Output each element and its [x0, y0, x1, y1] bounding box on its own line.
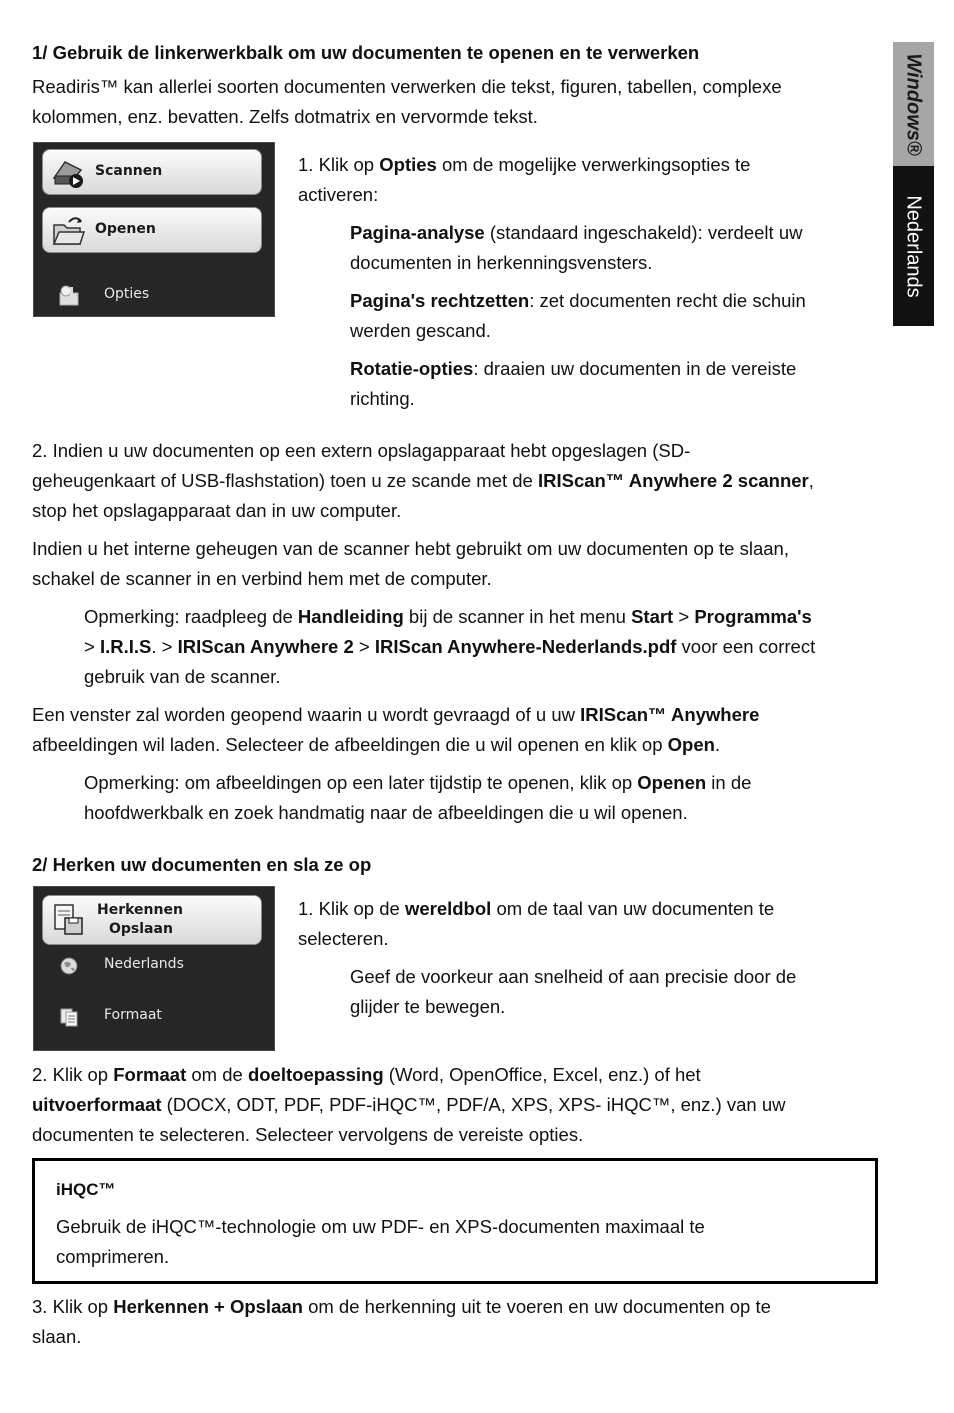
format-icon [58, 1006, 80, 1028]
tab-nederlands-label: Nederlands [903, 194, 926, 298]
ihqc-line-2: comprimeren. [56, 1246, 170, 1267]
scan-button-label: Scannen [95, 163, 163, 179]
intro-line-1: Readiris™ kan allerlei soorten documenten verwerken die tekst, figuren, tabellen, complexe [32, 76, 782, 97]
section2-heading: 2/ Herken uw documenten en sla ze op [32, 854, 372, 875]
tip-line-2: glijder te bewegen. [350, 996, 506, 1017]
options-button-label: Opties [104, 286, 150, 302]
note1-line-2: > I.R.I.S. > IRIScan Anywhere 2 > IRIScan Anywhere-Nederlands.pdf voor een correct [84, 636, 816, 657]
window-line-1: Een venster zal worden geopend waarin u wordt gevraagd of u uw IRIScan™ Anywhere [32, 704, 760, 725]
folder-open-icon [51, 214, 85, 248]
section1-heading: 1/ Gebruik de linkerwerkbalk om uw documenten te openen en te verwerken [32, 42, 700, 63]
intro-line-2: kolommen, enz. bevatten. Zelfs dotmatrix en vervormde tekst. [32, 106, 538, 127]
left-toolbar-screenshot [33, 142, 275, 317]
step1-line-2: activeren: [298, 184, 379, 205]
recognize-toolbar-screenshot [33, 886, 275, 1051]
option-page-analysis: Pagina-analyse (standaard ingeschakeld): verdeelt uw [350, 222, 803, 243]
open-button-label: Openen [95, 221, 156, 237]
ihqc-line-1: Gebruik de iHQC™-technologie om uw PDF- en XPS-documenten maximaal te [56, 1216, 705, 1237]
tip-line-1: Geef de voorkeur aan snelheid of aan precisie door de [350, 966, 797, 987]
s2-step2-line-2: uitvoerformaat (DOCX, ODT, PDF, PDF-iHQC™, PDF/A, XPS, XPS- iHQC™, enz.) van uw [32, 1094, 786, 1115]
language-label: Nederlands [104, 956, 184, 972]
note2-line-2: hoofdwerkbalk en zoek handmatig naar de afbeeldingen die u wil openen. [84, 802, 688, 823]
s2-step3-line-2: slaan. [32, 1326, 82, 1347]
format-label: Formaat [104, 1007, 162, 1023]
window-line-2: afbeeldingen wil laden. Selecteer de afbeeldingen die u wil openen en klik op Open. [32, 734, 721, 755]
option-rotation-line2: richting. [350, 388, 415, 409]
internal-memory-line-1: Indien u het interne geheugen van de scanner hebt gebruikt om uw documenten op te slaan, [32, 538, 789, 559]
step2-line-3: stop het opslagapparaat dan in uw computer. [32, 500, 402, 521]
note2-line-1: Opmerking: om afbeeldingen op een later tijdstip te openen, klik op Openen in de [84, 772, 752, 793]
options-button[interactable] [48, 281, 268, 311]
option-rotation: Rotatie-opties: draaien uw documenten in de vereiste [350, 358, 797, 379]
format-button[interactable] [48, 1002, 268, 1032]
step1-line-1: 1. Klik op Opties om de mogelijke verwerkingsopties te [298, 154, 751, 175]
save-label: Opslaan [109, 921, 173, 937]
recognize-save-icon [51, 902, 85, 936]
options-icon [58, 285, 80, 307]
option-deskew: Pagina's rechtzetten: zet documenten recht die schuin [350, 290, 806, 311]
scanner-icon [51, 156, 85, 190]
s2-step1-line-2: selecteren. [298, 928, 389, 949]
tab-nederlands[interactable] [893, 166, 934, 326]
scan-button[interactable] [42, 149, 262, 195]
ihqc-title: iHQC™ [56, 1180, 116, 1199]
option-deskew-line2: werden gescand. [350, 320, 491, 341]
tab-windows-label: Windows® [903, 52, 926, 156]
s2-step2-line-1: 2. Klik op Formaat om de doeltoepassing (Word, OpenOffice, Excel, enz.) of het [32, 1064, 701, 1085]
note1-line-1: Opmerking: raadpleeg de Handleiding bij de scanner in het menu Start > Programma's [84, 606, 812, 627]
ihqc-note-box [32, 1158, 878, 1284]
recognize-save-button[interactable] [42, 895, 262, 945]
recognize-label: Herkennen [97, 902, 183, 918]
s2-step1-line-1: 1. Klik op de wereldbol om de taal van uw documenten te [298, 898, 775, 919]
note1-line-3: gebruik van de scanner. [84, 666, 281, 687]
s2-step2-line-3: documenten te selecteren. Selecteer vervolgens de vereiste opties. [32, 1124, 584, 1145]
step2-line-2: geheugenkaart of USB-flashstation) toen u ze scande met de IRIScan™ Anywhere 2 scanner, [32, 470, 814, 491]
s2-step3-line-1: 3. Klik op Herkennen + Opslaan om de herkenning uit te voeren en uw documenten op te [32, 1296, 771, 1317]
open-button[interactable] [42, 207, 262, 253]
tab-windows[interactable] [893, 42, 934, 166]
option-page-analysis-line2: documenten in herkenningsvensters. [350, 252, 653, 273]
globe-icon [58, 955, 80, 977]
step2-line-1: 2. Indien u uw documenten op een extern opslagapparaat hebt opgeslagen (SD- [32, 440, 691, 461]
language-button[interactable] [48, 951, 268, 981]
internal-memory-line-2: schakel de scanner in en verbind hem met de computer. [32, 568, 492, 589]
